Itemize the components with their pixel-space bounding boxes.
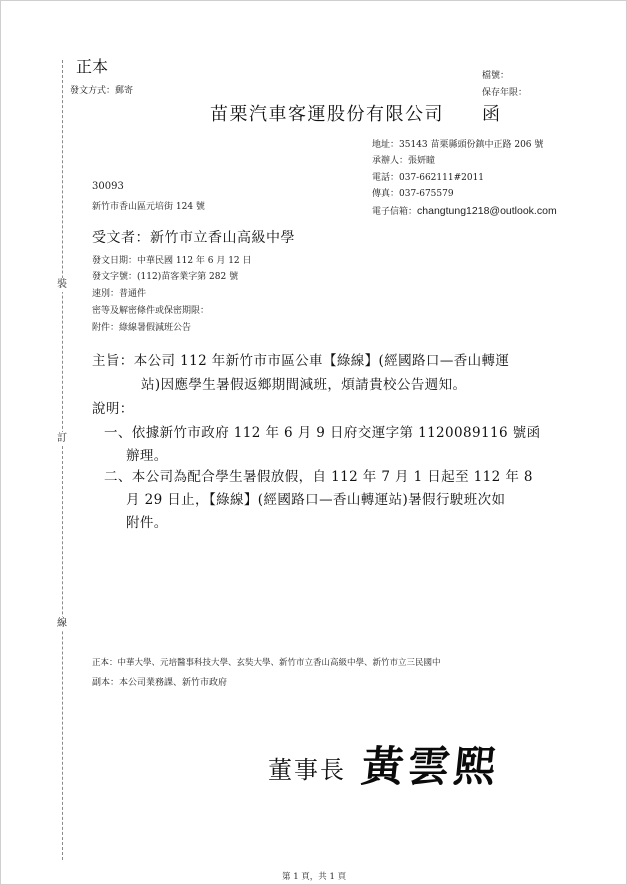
subject-line-1: 主旨：本公司 112 年新竹市市區公車【綠線】(經國路口—香山轉運 — [92, 353, 510, 369]
copy-type: 正本 — [76, 57, 109, 76]
sender-phone: 電話：037-662111#2011 — [372, 173, 485, 183]
sender-email: changtung1218@outlook.com — [417, 205, 557, 217]
explanation-item-1-line-1: 一、依據新竹市政府 112 年 6 月 9 日府交運字第 1120089116 號函 — [104, 425, 541, 441]
distribution-copy: 副本：本公司業務課、新竹市政府 — [92, 678, 228, 688]
org-title: 苗栗汽車客運股份有限公司 — [210, 104, 444, 125]
issue-date: 發文日期：中華民國 112 年 6 月 12 日 — [92, 256, 252, 266]
sender-fax: 傳真：037-675579 — [372, 189, 454, 199]
subject-line-2: 站)因應學生暑假返鄉期間減班，煩請貴校公告週知。 — [141, 377, 467, 393]
attachment: 附件：綠線暑假減班公告 — [92, 323, 192, 333]
binding-mark-ding: 訂 — [57, 433, 67, 444]
recipient: 受文者：新竹市立香山高級中學 — [92, 230, 295, 246]
signature-name: 黃雲熙 — [359, 742, 503, 791]
doc-number: 發文字號：(112)苗客業字第 282 號 — [92, 272, 239, 282]
signature-title: 董事長 — [268, 756, 346, 784]
recipient-street: 新竹市香山區元培街 124 號 — [92, 202, 205, 212]
doc-type: 函 — [482, 104, 500, 125]
sender-email-row — [372, 204, 557, 217]
retention-period: 保存年限： — [482, 88, 528, 98]
binding-mark-zhuang: 裝 — [57, 279, 67, 290]
explanation-item-1-line-2: 辦理。 — [126, 448, 168, 464]
secrecy-level: 密等及解密條件或保密期限： — [92, 306, 210, 316]
explanation-item-2-line-3: 附件。 — [126, 515, 168, 531]
explanation-item-2-line-2: 月 29 日止，【綠線】(經國路口—香山轉運站)暑假行駛班次如 — [126, 492, 506, 508]
recipient-zip: 30093 — [92, 181, 124, 192]
distribution-original: 正本：中華大學、元培醫事科技大學、玄奘大學、新竹市立香山高級中學、新竹市立三民國中 — [92, 658, 441, 668]
explanation-item-2-line-1: 二、本公司為配合學生暑假放假，自 112 年 7 月 1 日起至 112 年 8 — [104, 469, 533, 485]
binding-mark-xian: 線 — [57, 618, 67, 629]
explanation-label: 說明： — [92, 401, 134, 417]
page-number: 第 1 頁，共 1 頁 — [282, 872, 347, 882]
binding-line — [62, 60, 63, 860]
file-number: 檔號： — [482, 71, 510, 81]
delivery-speed: 速別：普通件 — [92, 289, 147, 299]
send-method: 發文方式：郵寄 — [70, 86, 134, 96]
sender-contact: 承辦人：張妍瞳 — [372, 156, 436, 166]
sender-email-label: 電子信箱： — [372, 207, 418, 217]
sender-address: 地址：35143 苗栗縣頭份鎮中正路 206 號 — [372, 140, 544, 150]
